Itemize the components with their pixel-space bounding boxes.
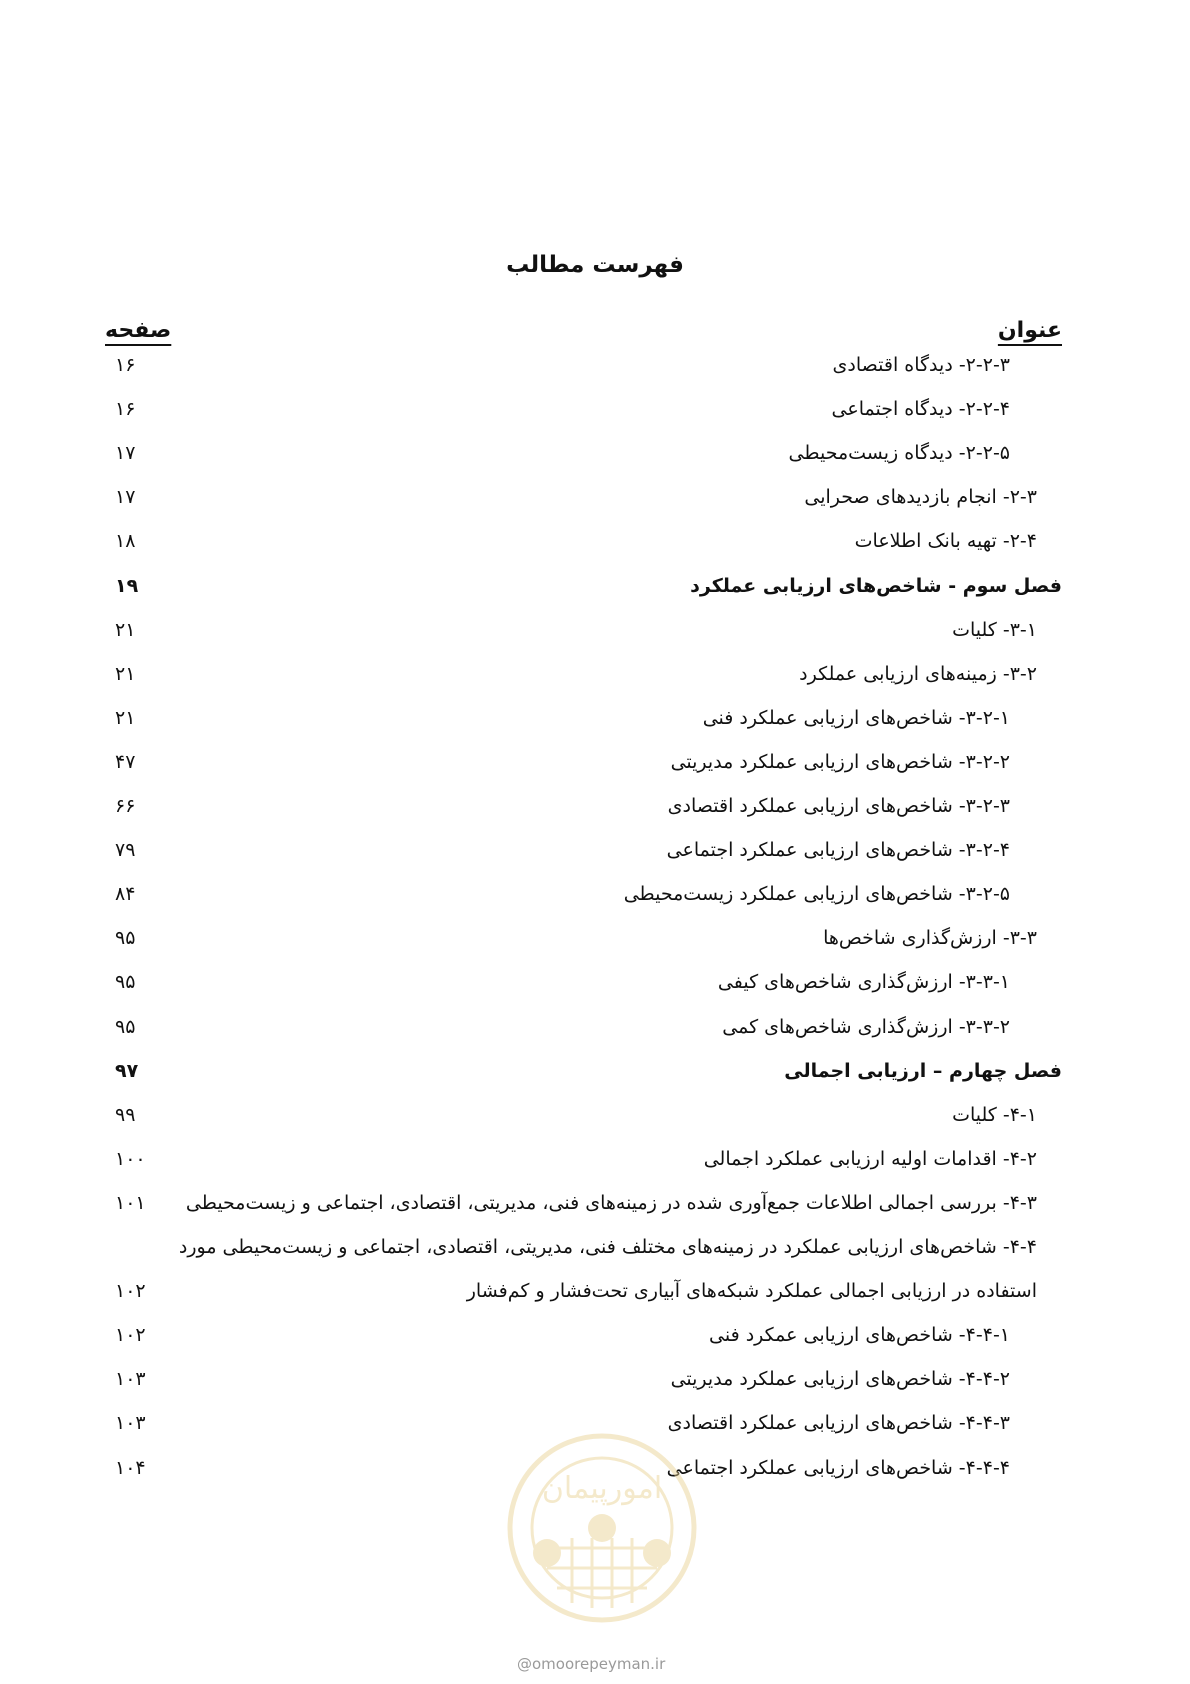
toc-entry-title: ۴-۴-۱- شاخص‌های ارزیابی عمکرد فنی	[709, 1324, 1010, 1346]
toc-row[interactable]	[0, 1184, 1190, 1230]
toc-page-number: ۹۵	[115, 1016, 136, 1038]
toc-page-number: ۱۶	[115, 354, 136, 376]
toc-row[interactable]	[0, 831, 1190, 877]
svg-text:امورپیمان: امورپیمان	[541, 1471, 663, 1506]
toc-chapter-row[interactable]	[0, 567, 1190, 613]
watermark-url: @omoorepeyman.ir	[517, 1655, 666, 1673]
toc-page-number: ۱۸	[115, 530, 136, 552]
toc-page-number: ۱۷	[115, 442, 136, 464]
toc-page-number: ۱۶	[115, 398, 136, 420]
toc-row[interactable]	[0, 611, 1190, 657]
toc-page-number: ۷۹	[115, 839, 136, 861]
toc-page-number: ۱۰۲	[115, 1324, 146, 1346]
toc-entry-title: ۳-۳-۲- ارزش‌گذاری شاخص‌های کمی	[722, 1016, 1010, 1038]
toc-entry-title: ۳-۳-۱- ارزش‌گذاری شاخص‌های کیفی	[717, 971, 1010, 993]
toc-row[interactable]	[0, 346, 1190, 392]
column-header-page: صفحه	[105, 318, 172, 343]
toc-entry-title: ۲-۲-۵- دیدگاه زیست‌محیطی	[788, 442, 1010, 464]
toc-row[interactable]	[0, 919, 1190, 965]
toc-entry-title: ۳-۳- ارزش‌گذاری شاخص‌ها	[823, 927, 1037, 949]
toc-entry-title: ۳-۲- زمینه‌های ارزیابی عملکرد	[799, 663, 1037, 685]
toc-entry-title: ۴-۴-۳- شاخص‌های ارزیابی عملکرد اقتصادی	[667, 1412, 1010, 1434]
toc-entry-title: ۳-۲-۳- شاخص‌های ارزیابی عملکرد اقتصادی	[667, 795, 1010, 817]
toc-page-number: ۱۹	[115, 575, 139, 597]
toc-entry-title: ۲-۲-۳- دیدگاه اقتصادی	[832, 354, 1010, 376]
toc-entry-title: ۳-۲-۲- شاخص‌های ارزیابی عملکرد مدیریتی	[670, 751, 1010, 773]
toc-chapter-row[interactable]	[0, 1052, 1190, 1098]
toc-page-number: ۱۰۱	[115, 1192, 146, 1214]
toc-entry-title: ۴-۳- بررسی اجمالی اطلاعات جمع‌آوری شده در زمینه‌های فنی، مدیریتی، اقتصادی، اجتماعی و زیست‌محیطی	[185, 1192, 1037, 1214]
toc-entry-title: ۴-۴-۲- شاخص‌های ارزیابی عملکرد مدیریتی	[670, 1368, 1010, 1390]
toc-page-number: ۲۱	[115, 663, 136, 685]
toc-row[interactable]	[0, 1228, 1190, 1274]
toc-page-number: ۴۷	[115, 751, 136, 773]
toc-page-number: ۹۷	[115, 1060, 139, 1082]
toc-page-number: ۲۱	[115, 707, 136, 729]
toc-row[interactable]	[0, 875, 1190, 921]
toc-page-number: ۱۷	[115, 486, 136, 508]
toc-row[interactable]	[0, 478, 1190, 524]
toc-page-number: ۱۰۲	[115, 1280, 146, 1302]
toc-page-number: ۶۶	[115, 795, 136, 817]
toc-page-number: ۲۱	[115, 619, 136, 641]
toc-page-number: ۹۵	[115, 971, 136, 993]
toc-entry-title: ۳-۲-۱- شاخص‌های ارزیابی عملکرد فنی	[702, 707, 1010, 729]
toc-row[interactable]	[0, 434, 1190, 480]
toc-row[interactable]	[0, 1008, 1190, 1054]
toc-row[interactable]	[0, 1096, 1190, 1142]
toc-row[interactable]	[0, 1272, 1190, 1318]
toc-page-number: ۱۰۰	[115, 1148, 146, 1170]
toc-row[interactable]	[0, 743, 1190, 789]
toc-row[interactable]	[0, 1140, 1190, 1186]
watermark-logo	[502, 1428, 702, 1628]
toc-row[interactable]	[0, 1360, 1190, 1406]
page-title: فهرست مطالب	[506, 252, 684, 278]
toc-page-number: ۱۰۴	[115, 1457, 146, 1479]
toc-row[interactable]	[0, 1316, 1190, 1362]
toc-entry-title: ۲-۲-۴- دیدگاه اجتماعی	[831, 398, 1010, 420]
toc-entry-title: ۴-۲- اقدامات اولیه ارزیابی عملکرد اجمالی	[703, 1148, 1037, 1170]
toc-entry-title: فصل چهارم – ارزیابی اجمالی	[784, 1060, 1062, 1082]
toc-entry-title: ۴-۱- کلیات	[952, 1104, 1037, 1126]
column-header-title: عنوان	[997, 318, 1062, 343]
toc-entry-title: ۲-۴- تهیه بانک اطلاعات	[854, 530, 1037, 552]
toc-page-number: ۱۰۳	[115, 1412, 146, 1434]
toc-entry-title: ۴-۴- شاخص‌های ارزیابی عملکرد در زمینه‌های مختلف فنی، مدیریتی، اقتصادی، اجتماعی و زیست‌محیطی مورد	[178, 1236, 1037, 1258]
toc-row[interactable]	[0, 699, 1190, 745]
toc-row[interactable]	[0, 655, 1190, 701]
toc-row[interactable]	[0, 390, 1190, 436]
toc-page-number: ۱۰۳	[115, 1368, 146, 1390]
toc-page-number: ۹۹	[115, 1104, 136, 1126]
toc-page-number: ۹۵	[115, 927, 136, 949]
toc-entry-title: ۳-۱- کلیات	[952, 619, 1037, 641]
toc-row[interactable]	[0, 787, 1190, 833]
toc-entry-title: استفاده در ارزیابی اجمالی عملکرد شبکه‌های آبیاری تحت‌فشار و کم‌فشار	[466, 1280, 1037, 1302]
toc-page-number: ۸۴	[115, 883, 136, 905]
toc-row[interactable]	[0, 963, 1190, 1009]
toc-row[interactable]	[0, 522, 1190, 568]
toc-entry-title: فصل سوم - شاخص‌های ارزیابی عملکرد	[690, 575, 1062, 597]
toc-entry-title: ۲-۳- انجام بازدیدهای صحرایی	[804, 486, 1037, 508]
toc-entry-title: ۴-۴-۴- شاخص‌های ارزیابی عملکرد اجتماعی	[666, 1457, 1010, 1479]
toc-entry-title: ۳-۲-۴- شاخص‌های ارزیابی عملکرد اجتماعی	[666, 839, 1010, 861]
toc-entry-title: ۳-۲-۵- شاخص‌های ارزیابی عملکرد زیست‌محیطی	[623, 883, 1010, 905]
